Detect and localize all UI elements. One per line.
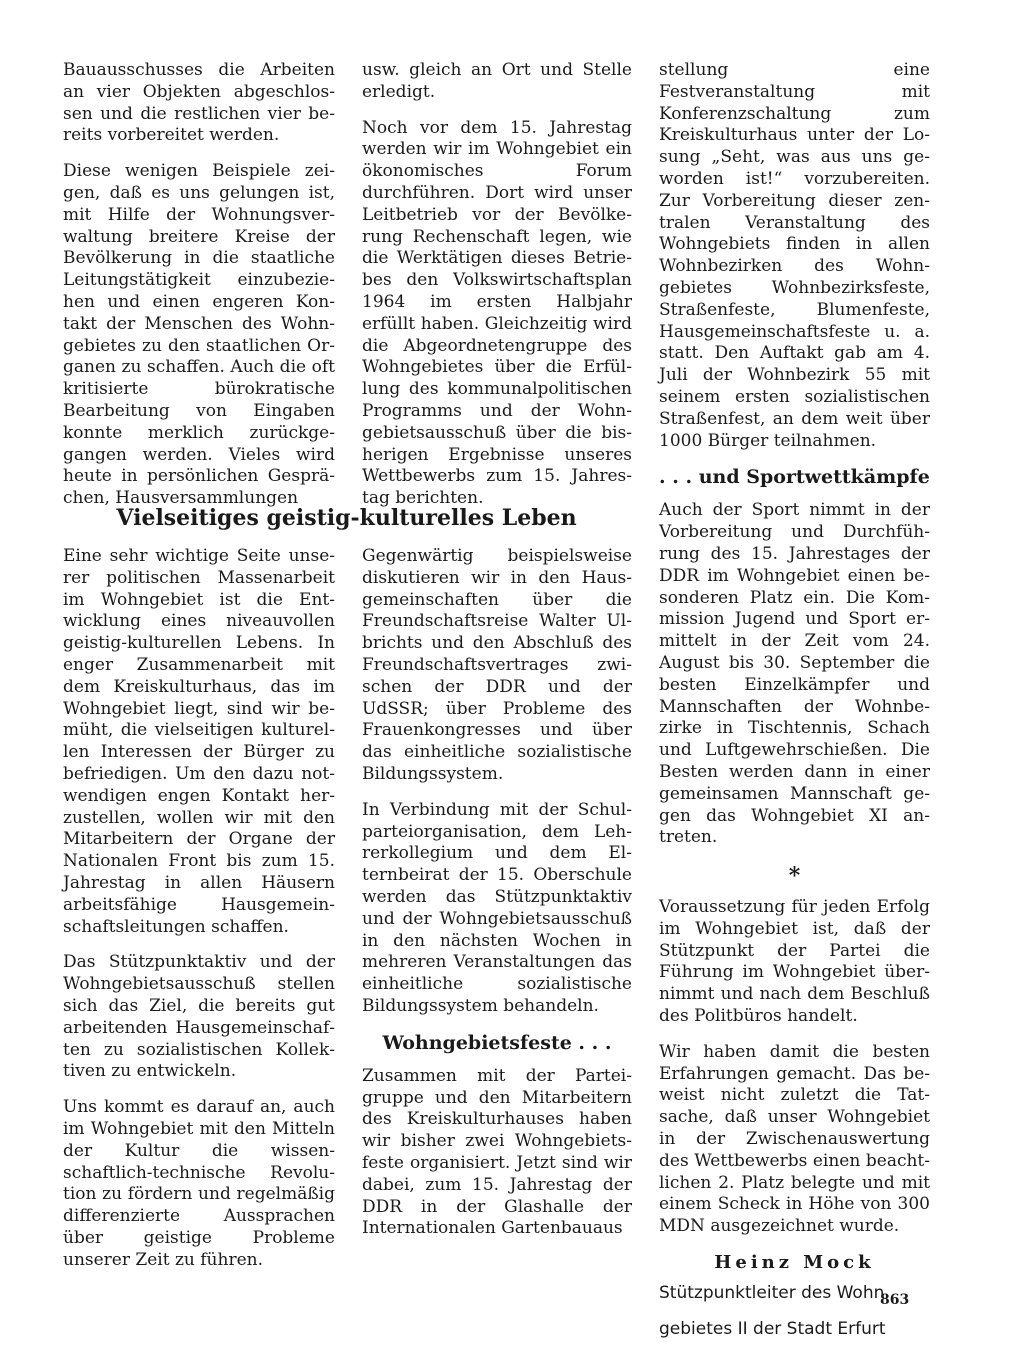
paragraph: Auch der Sport nimmt in der Vorbereitung und Durchführung des 15. Jahrestages der DDR im Wohngebiet einen besonderen Platz ein. Die Kommission Jugend und Sport ermittelt in der Zeit vom 24. August bis 30. September die besten Einzelkämpfer und Mannschaften der Wohnbezirke in Tischtennis, Schach und Luftgewehrschießen. Die Besten werden dann in einer gemeinsamen Mannschaft gegen das Wohngebiet XI antreten. <box>659 500 930 848</box>
column-1-top <box>63 60 335 524</box>
paragraph: In Verbindung mit der Schulparteiorganisation, dem Lehrerkollegium und dem Elternbeirat der 15. Oberschule werden das Stützpunktaktiv und der Wohngebietsausschuß in den nächsten Wochen in mehreren Veranstaltungen das einheitliche sozialistische Bildungssystem behandeln. <box>362 799 632 1016</box>
paragraph: Das Stützpunktaktiv und der Wohngebietsausschuß stellen sich das Ziel, die bereits gut arbeitenden Hausgemeinschaften zu sozialistischen Kollektiven zu entwickeln. <box>63 952 335 1082</box>
paragraph: usw. gleich an Ort und Stelle erledigt. <box>362 60 632 102</box>
section-separator-star: * <box>788 863 801 890</box>
author-role-line-2: gebietes II der Stadt Erfurt <box>659 1318 886 1339</box>
page-number: 863 <box>880 1292 910 1308</box>
paragraph: Noch vor dem 15. Jahrestag werden wir im Wohngebiet ein ökonomisches Forum durchführen. Dort wird unser Leitbetrieb vor der Bevölkerung Rechenschaft legen, wie die Werktätigen dieses Betriebes den Volkswirtschaftsplan 1964 im ersten Halbjahr erfüllt haben. Gleichzeitig wird die Abgeordnetengruppe des Wohngebietes über die Erfüllung des kommunalpolitischen Programms und der Wohngebietsausschuß über die bisherigen Ergebnisse unseres Wettbewerbs zum 15. Jahrestag berichten. <box>362 117 632 509</box>
paragraph: stellung eine Festveranstaltung mit Konferenzschaltung zum Kreiskulturhaus unter der Losung „Seht, was aus uns geworden ist!“ vorzubereiten. Zur Vorbereitung dieser zentralen Veranstaltung des Wohngebiets finden in allen Wohnbezirken des Wohngebietes Wohnbezirksfeste, Straßenfeste, Blumenfeste, Hausgemeinschaftsfeste u. a. statt. Den Auftakt gab am 4. Juli der Wohnbezirk 55 mit seinem ersten sozialistischen Straßenfest, an dem weit über 1000 Bürger teilnahmen. <box>659 60 930 451</box>
author-role-line-1: Stützpunktleiter des Wohn <box>659 1283 885 1304</box>
author-name: Heinz Mock <box>714 1252 875 1274</box>
paragraph: Gegenwärtig beispielsweise diskutieren wir in den Hausgemeinschaften über die Freundschaftsreise Walter Ulbrichts und den Abschluß des Freundschaftsvertrages zwischen der DDR und der UdSSR; über Probleme des Frauenkongresses und über das einheitliche sozialistische Bildungssystem. <box>362 546 632 784</box>
column-2-top <box>362 60 632 524</box>
paragraph: Wir haben damit die besten Erfahrungen gemacht. Das beweist nicht zuletzt die Tatsache, daß unser Wohngebiet in der Zwischenauswertung des Wettbewerbs einen beachtlichen 2. Platz belegte und mit einem Scheck in Höhe von 300 MDN ausgezeichnet wurde. <box>659 1041 930 1237</box>
paragraph: Zusammen mit der Parteigruppe und den Mitarbeitern des Kreiskulturhauses haben wir bisher zwei Wohngebietsfeste organisiert. Jetzt sind wir dabei, zum 15. Jahrestag der DDR in der Glashalle der Internationalen Gartenbauaus <box>362 1065 632 1239</box>
paragraph: Voraussetzung für jeden Erfolg im Wohngebiet ist, daß der Stützpunkt der Partei die Führung im Wohngebiet übernimmt und nach dem Beschluß des Politbüros handelt. <box>659 897 930 1027</box>
paragraph: Diese wenigen Beispiele zeigen, daß es uns gelungen ist, mit Hilfe der Wohnungsverwaltung breitere Kreise der Bevölkerung in die staatliche Leitungstätigkeit einzubeziehen und einen engeren Kontakt der Menschen des Wohngebietes zu den staatlichen Organen zu schaffen. Auch die oft kritisierte bürokratische Bearbeitung von Eingaben konnte merklich zurückgegangen werden. Vieles wird heute in persönlichen Gesprächen, Hausversammlungen <box>63 161 335 509</box>
paragraph: Uns kommt es darauf an, auch im Wohngebiet mit den Mitteln der Kultur die wissenschaftlich-technische Revolution zu fördern und regelmäßig differenzierte Aussprachen über geistige Probleme unserer Zeit zu führen. <box>63 1097 335 1270</box>
column-2-bottom <box>362 546 632 1254</box>
subheading-sportwettkaempfe: . . . und Sportwettkämpfe <box>659 466 930 489</box>
subheading-wohngebietsfeste: Wohngebietsfeste . . . <box>382 1031 612 1054</box>
column-1-bottom <box>63 546 335 1286</box>
section-heading: Vielseitiges geistig-kulturelles Leben <box>116 505 577 531</box>
paragraph: Bauausschusses die Arbeiten an vier Objekten abgeschlossen und die restlichen vier bereits vorbereitet werden. <box>63 60 335 146</box>
paragraph: Eine sehr wichtige Seite unserer politischen Massenarbeit im Wohngebiet ist die Entwicklung eines niveauvollen geistig-kulturellen Lebens. In enger Zusammenarbeit mit dem Kreiskulturhaus, das im Wohngebiet liegt, sind wir bemüht, die vielseitigen kulturellen Interessen der Bürger zu befriedigen. Um den dazu notwendigen engen Kontakt herzustellen, wollen wir mit den Mitarbeitern der Organe der Nationalen Front bis zum 15. Jahrestag in allen Häusern arbeitsfähige Hausgemeinschaftsleitungen schaffen. <box>63 546 335 937</box>
column-3 <box>659 60 930 1355</box>
